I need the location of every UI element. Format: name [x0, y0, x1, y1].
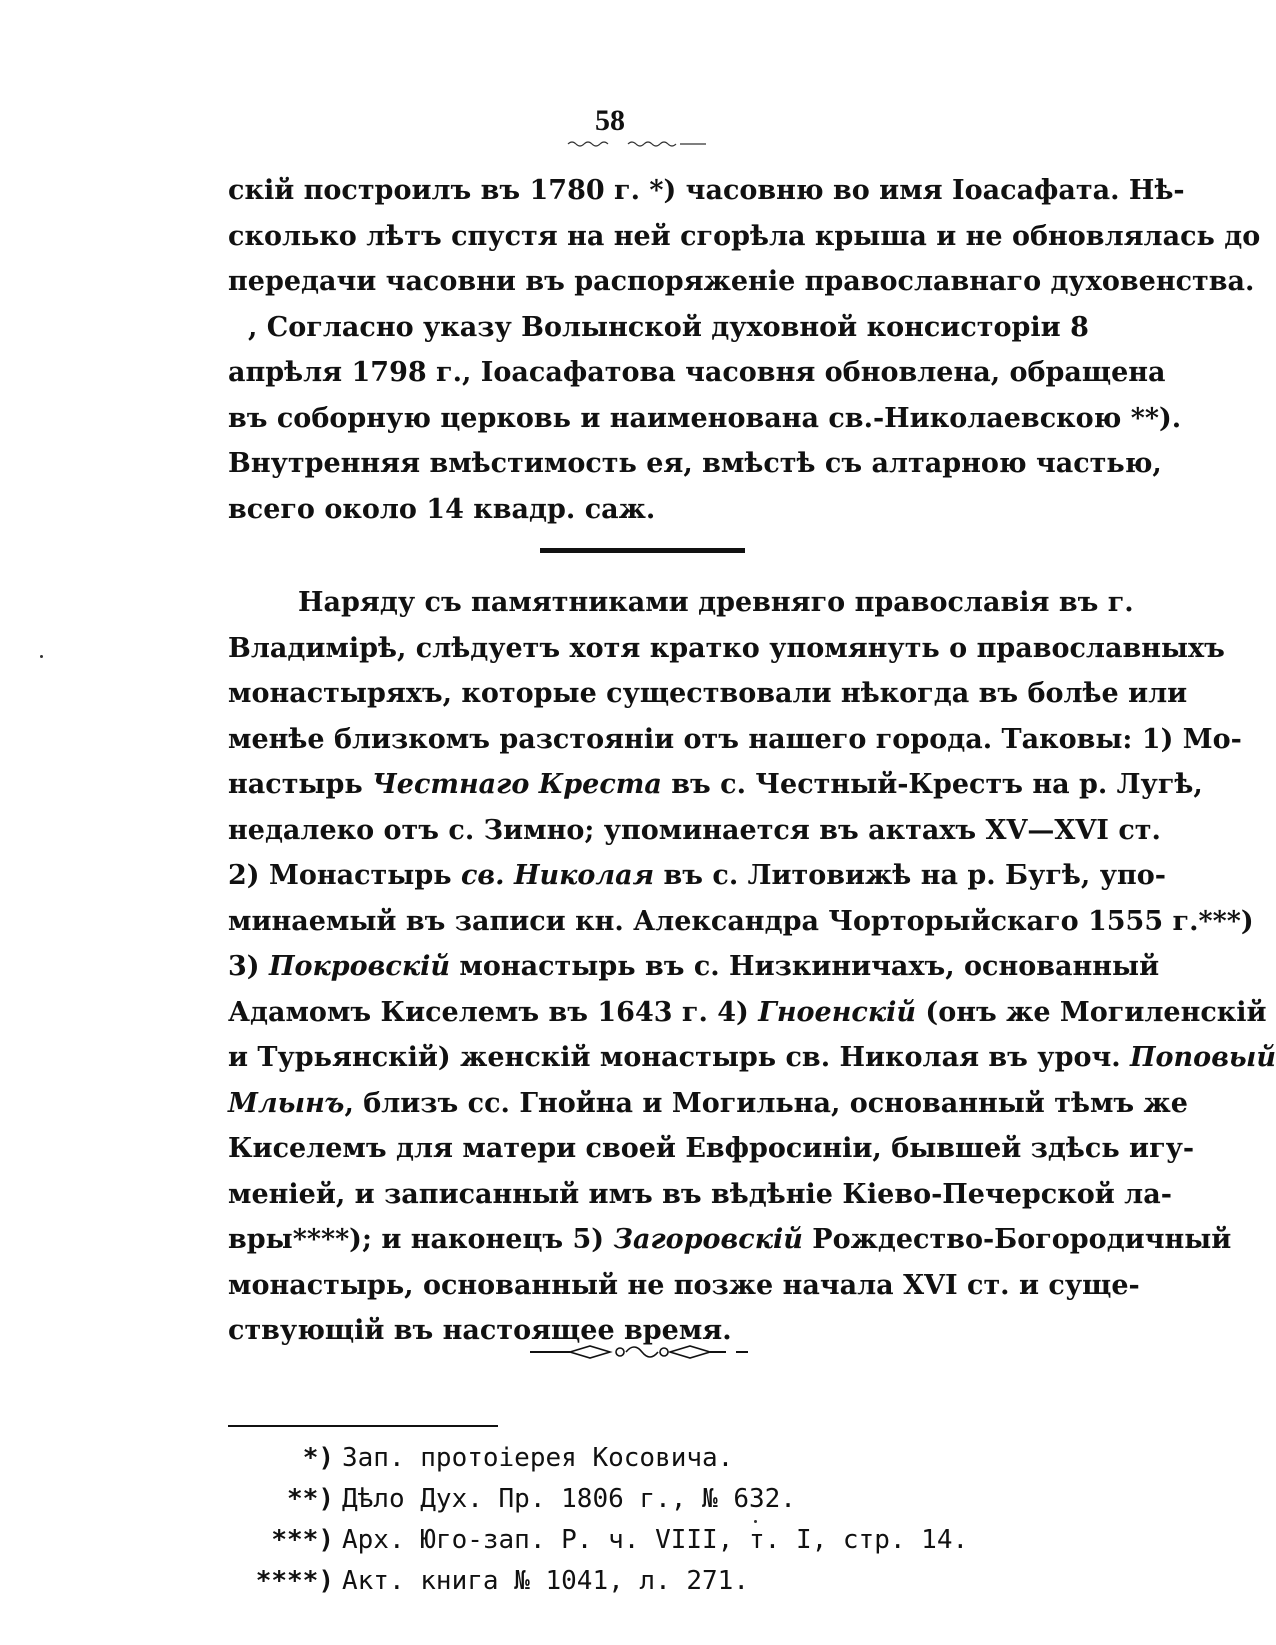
text-line: Владимірѣ, слѣдуетъ хотя кратко упомянуть о православныхъ	[228, 632, 1225, 664]
italic-run: св. Николая	[460, 860, 655, 891]
text-line: Внутренняя вмѣстимость ея, вмѣстѣ съ алтарною частью,	[228, 448, 1162, 479]
text-line	[228, 944, 1160, 990]
text-run: 3)	[228, 951, 269, 982]
footnote-rule	[228, 1425, 498, 1427]
text-run: 2) Монастырь	[228, 860, 461, 891]
footnote	[228, 1520, 969, 1561]
text-run: и Турьянскій) женскій монастырь св. Николая въ уроч.	[228, 1042, 1131, 1073]
text-line: апрѣля 1798 г., Іоасафатова часовня обновлена, обращена	[228, 357, 1166, 388]
speck	[40, 655, 43, 658]
text-run: въ с. Литовижѣ на р. Бугѣ, упо-	[654, 860, 1166, 891]
footnote-text: Зап. протоіерея Косовича.	[342, 1443, 734, 1473]
text-line	[228, 990, 1267, 1036]
italic-run: Млынъ	[228, 1087, 345, 1119]
tailpiece-ornament-icon	[530, 1340, 750, 1364]
text-run: вры****); и наконецъ 5)	[228, 1224, 614, 1255]
section-divider	[540, 548, 745, 553]
text-line	[228, 853, 1166, 899]
text-line: , Согласно указу Волынской духовной консисторіи 8	[248, 311, 1089, 343]
text-line: передачи часовни въ распоряженіе православнаго духовенства.	[228, 266, 1255, 297]
footnote-text: Акт. книга № 1041, л. 271.	[342, 1566, 749, 1596]
text-line: скій построилъ въ 1780 г. *) часовню во имя Іоасафата. Нѣ-	[228, 175, 1185, 206]
text-run: Адамомъ Киселемъ въ 1643 г. 4)	[228, 996, 759, 1028]
text-run: (онъ же Могиленскій	[916, 996, 1267, 1028]
text-line: минаемый въ записи кн. Александра Чорторыйскаго 1555 г.***)	[228, 905, 1254, 937]
text-run: монастырь въ с. Низкиничахъ, основанный	[449, 951, 1160, 982]
text-line	[228, 1081, 1188, 1127]
footnote-text: Арх. Юго-зап. Р. ч. VIII, т. I, стр. 14.	[342, 1525, 969, 1555]
text-line: сколько лѣтъ спустя на ней сгорѣла крыша и не обновлялась до	[228, 220, 1261, 252]
text-run: настырь	[228, 769, 373, 800]
text-line	[228, 762, 1203, 808]
footnotes	[228, 1438, 969, 1602]
text-line: Наряду съ памятниками древняго православія въ г.	[298, 587, 1134, 618]
footnote-mark: ****)	[255, 1566, 334, 1596]
text-line: менѣе близкомъ разстояніи отъ нашего города. Таковы: 1) Мо-	[228, 723, 1242, 755]
page-number-ornament	[568, 140, 708, 148]
footnote	[228, 1438, 928, 1479]
text-line: въ соборную церковь и наименована св.-Николаевскою **).	[228, 402, 1182, 434]
footnote-text: Дѣло Дух. Пр. 1806 г., № 632.	[342, 1484, 796, 1514]
paragraph-2	[228, 580, 1276, 1354]
footnote	[228, 1479, 928, 1520]
text-line	[228, 1217, 1232, 1263]
text-line: ствующій въ настоящее время.	[228, 1315, 732, 1346]
speck	[754, 1520, 757, 1523]
text-line	[228, 1035, 1276, 1081]
italic-run: Честнаго Креста	[372, 769, 662, 800]
text-run: , близъ сс. Гнойна и Могильна, основанный тѣмъ же	[344, 1087, 1188, 1119]
paragraph-1	[228, 168, 1261, 532]
text-line: меніей, и записанный имъ въ вѣдѣніе Кіево-Печерской ла-	[228, 1178, 1172, 1210]
text-line: всего около 14 квадр. саж.	[228, 493, 656, 525]
italic-run: Гноенскій	[758, 996, 917, 1028]
text-line: монастырь, основанный не позже начала XVI ст. и суще-	[228, 1269, 1140, 1301]
text-run: Рождество-Богородичный	[802, 1224, 1232, 1255]
italic-run: Загоровскій	[613, 1224, 803, 1255]
footnote-mark: *)	[302, 1443, 334, 1473]
footnote-mark: **)	[287, 1484, 334, 1514]
footnote-mark: ***)	[271, 1525, 334, 1555]
text-run: въ с. Честный-Крестъ на р. Лугѣ,	[661, 769, 1203, 800]
text-line: монастыряхъ, которые существовали нѣкогда въ болѣе или	[228, 678, 1188, 709]
italic-run: Покровскій	[268, 951, 450, 982]
footnote	[228, 1561, 928, 1602]
italic-run: Поповый	[1130, 1042, 1276, 1073]
page-number: 58	[595, 104, 625, 137]
text-line: недалеко отъ с. Зимно; упоминается въ актахъ XV—XVI ст.	[228, 814, 1161, 846]
text-line: Киселемъ для матери своей Евфросиніи, бывшей здѣсь игу-	[228, 1133, 1195, 1164]
